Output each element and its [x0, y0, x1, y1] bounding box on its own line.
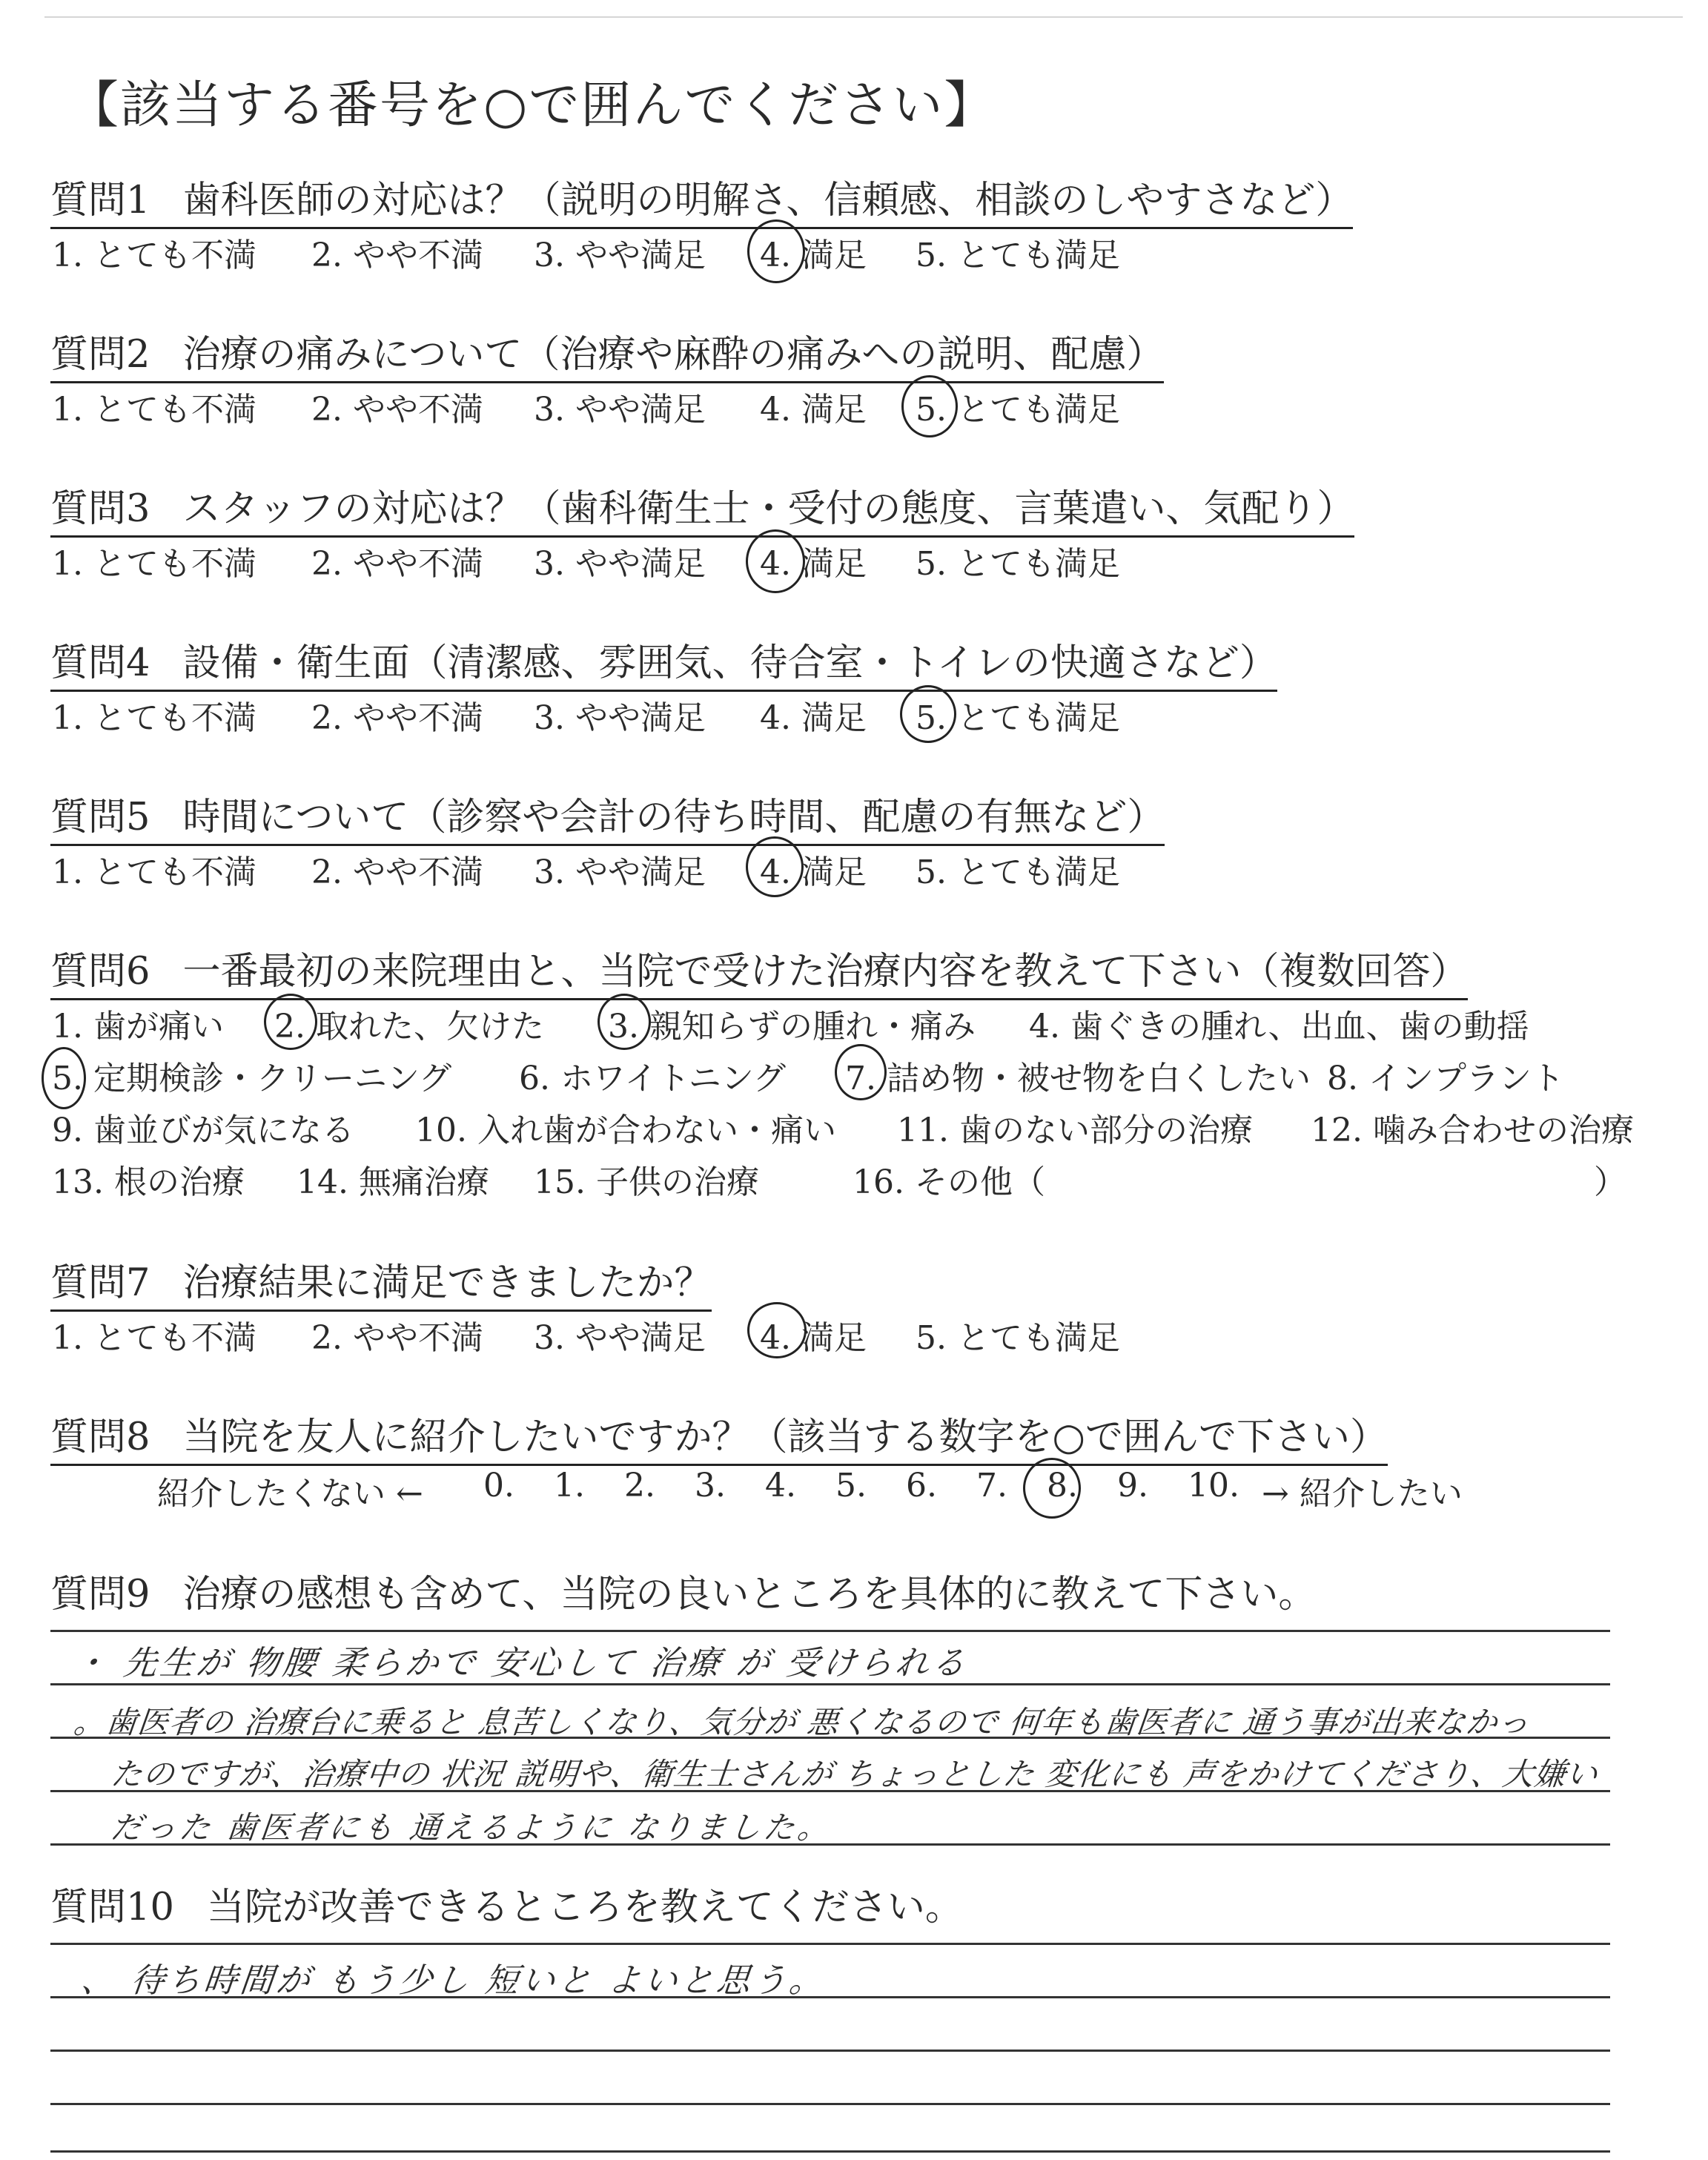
other-close-paren: ）: [1594, 1163, 1626, 1201]
answer-line: [50, 1630, 1610, 1632]
scale-3[interactable]: 3.: [695, 1467, 726, 1505]
option-5[interactable]: 5. とても満足: [916, 853, 1120, 891]
question-number: 質問1: [50, 179, 150, 222]
option-4[interactable]: 4. 満足: [760, 853, 867, 891]
question-4-title: [50, 632, 1277, 692]
option-1[interactable]: 1. とても不満: [52, 853, 256, 891]
option-2[interactable]: 2. 取れた、欠けた: [274, 1008, 544, 1046]
top-edge-line: [44, 16, 1683, 18]
question-text: 時間について（診察や会計の待ち時間、配慮の有無など）: [182, 796, 1165, 839]
question-5-title: [50, 786, 1165, 846]
scale-right-label: → 紹介したい: [1262, 1475, 1463, 1513]
option-5[interactable]: 5. とても満足: [916, 237, 1120, 274]
question-number: 質問3: [50, 487, 150, 531]
handwritten-answer-line-1: 、 待ち時間が もう少し 短いと よいと思う。: [79, 1961, 828, 2000]
option-3[interactable]: 3. やや満足: [534, 1319, 706, 1357]
option-2[interactable]: 2. やや不満: [311, 545, 483, 583]
question-number: 質問10: [50, 1886, 174, 1929]
question-10-title: [50, 1876, 963, 1934]
question-text: 当院を友人に紹介したいですか？（該当する数字を○で囲んで下さい）: [182, 1416, 1388, 1459]
option-11[interactable]: 11. 歯のない部分の治療: [897, 1112, 1253, 1149]
question-3-title: [50, 478, 1354, 538]
option-5[interactable]: 5. とても満足: [916, 699, 1120, 737]
question-number: 質問4: [50, 641, 150, 685]
option-2[interactable]: 2. やや不満: [311, 1319, 483, 1357]
option-2[interactable]: 2. やや不満: [311, 853, 483, 891]
question-number: 質問2: [50, 333, 150, 377]
question-number: 質問9: [50, 1573, 150, 1616]
question-text: 治療結果に満足できましたか？: [182, 1261, 712, 1305]
option-4[interactable]: 4. 満足: [760, 545, 867, 583]
option-4[interactable]: 4. 満足: [760, 699, 867, 737]
option-13[interactable]: 13. 根の治療: [52, 1163, 245, 1201]
option-1[interactable]: 1. とても不満: [52, 237, 256, 274]
option-4[interactable]: 4. 満足: [760, 391, 867, 429]
scale-6[interactable]: 6.: [906, 1467, 937, 1505]
scale-9[interactable]: 9.: [1117, 1467, 1148, 1505]
answer-line: [50, 2103, 1610, 2105]
question-8-title: [50, 1406, 1388, 1466]
scale-0[interactable]: 0.: [483, 1467, 514, 1505]
option-3[interactable]: 3. 親知らずの腫れ・痛み: [608, 1008, 976, 1046]
option-15[interactable]: 15. 子供の治療: [534, 1163, 759, 1201]
option-3[interactable]: 3. やや満足: [534, 545, 706, 583]
option-5[interactable]: 5. とても満足: [916, 545, 1120, 583]
answer-line: [50, 2050, 1610, 2052]
option-9[interactable]: 9. 歯並びが気になる: [52, 1112, 354, 1149]
option-2[interactable]: 2. やや不満: [311, 391, 483, 429]
option-1[interactable]: 1. とても不満: [52, 1319, 256, 1357]
question-text: スタッフの対応は？（歯科衛生士・受付の態度、言葉遣い、気配り）: [182, 487, 1355, 531]
option-4[interactable]: 4. 歯ぐきの腫れ、出血、歯の動揺: [1029, 1008, 1529, 1046]
option-2[interactable]: 2. やや不満: [311, 699, 483, 737]
scale-left-label: 紹介したくない ←: [157, 1475, 423, 1513]
scale-4[interactable]: 4.: [765, 1467, 796, 1505]
option-4[interactable]: 4. 満足: [760, 237, 867, 274]
option-3[interactable]: 3. やや満足: [534, 699, 706, 737]
option-8[interactable]: 8. インプラント: [1327, 1060, 1564, 1097]
question-number: 質問8: [50, 1416, 150, 1459]
scale-5[interactable]: 5.: [835, 1467, 867, 1505]
answer-line: [50, 1943, 1610, 1945]
option-5[interactable]: 5. とても満足: [916, 391, 1120, 429]
handwritten-answer-line-1: ・ 先生が 物腰 柔らかで 安心して 治療 が 受けられる: [71, 1643, 970, 1682]
option-1[interactable]: 1. とても不満: [52, 545, 256, 583]
question-9-title: [50, 1563, 1316, 1621]
option-3[interactable]: 3. やや満足: [534, 853, 706, 891]
scale-1[interactable]: 1.: [554, 1467, 585, 1505]
question-number: 質問6: [50, 950, 150, 994]
option-4[interactable]: 4. 満足: [760, 1319, 867, 1357]
handwritten-answer-line-4: だった 歯医者にも 通えるように なりました。: [109, 1809, 834, 1846]
option-3[interactable]: 3. やや満足: [534, 391, 706, 429]
question-text: 歯科医師の対応は？（説明の明解さ、信頼感、相談のしやすさなど）: [182, 179, 1354, 222]
question-text: 一番最初の来院理由と、当院で受けた治療内容を教えて下さい（複数回答）: [182, 950, 1469, 994]
option-5[interactable]: 5. 定期検診・クリーニング: [52, 1060, 452, 1097]
option-16[interactable]: 16. その他（: [853, 1163, 1045, 1201]
handwritten-answer-line-3: たのですが、治療中の 状況 説明や、衛生士さんが ちょっとした 変化にも 声をかけてくださり、大嫌い: [109, 1756, 1601, 1792]
question-text: 治療の痛みについて（治療や麻酔の痛みへの説明、配慮）: [182, 333, 1165, 377]
answer-line: [50, 2150, 1610, 2153]
option-10[interactable]: 10. 入れ歯が合わない・痛い: [415, 1112, 836, 1149]
option-6[interactable]: 6. ホワイトニング: [519, 1060, 787, 1097]
option-1[interactable]: 1. とても不満: [52, 699, 256, 737]
option-1[interactable]: 1. とても不満: [52, 391, 256, 429]
scale-10[interactable]: 10.: [1188, 1467, 1239, 1505]
option-1[interactable]: 1. 歯が痛い: [52, 1008, 224, 1046]
question-text: 治療の感想も含めて、当院の良いところを具体的に教えて下さい。: [182, 1573, 1317, 1616]
scale-2[interactable]: 2.: [624, 1467, 655, 1505]
scale-8[interactable]: 8.: [1047, 1467, 1078, 1505]
option-5[interactable]: 5. とても満足: [916, 1319, 1120, 1357]
option-2[interactable]: 2. やや不満: [311, 237, 483, 274]
option-12[interactable]: 12. 噛み合わせの治療: [1311, 1112, 1634, 1149]
question-7-title: [50, 1252, 712, 1312]
question-text: 当院が改善できるところを教えてください。: [206, 1886, 963, 1929]
option-7[interactable]: 7. 詰め物・被せ物を白くしたい: [845, 1060, 1311, 1097]
handwritten-answer-line-2: 。歯医者の 治療台に乗ると 息苦しくなり、気分が 悪くなるので 何年も歯医者に 通う事が出来なかっ: [72, 1704, 1532, 1740]
question-text: 設備・衛生面（清潔感、雰囲気、待合室・トイレの快適さなど）: [182, 641, 1277, 685]
option-3[interactable]: 3. やや満足: [534, 237, 706, 274]
page-title: 【該当する番号を○で囲んでください】: [68, 76, 996, 135]
question-number: 質問7: [50, 1261, 150, 1305]
option-14[interactable]: 14. 無痛治療: [297, 1163, 489, 1201]
question-2-title: [50, 323, 1164, 383]
scale-7[interactable]: 7.: [976, 1467, 1007, 1505]
question-1-title: [50, 169, 1353, 229]
question-6-title: [50, 940, 1468, 1000]
question-number: 質問5: [50, 796, 150, 839]
